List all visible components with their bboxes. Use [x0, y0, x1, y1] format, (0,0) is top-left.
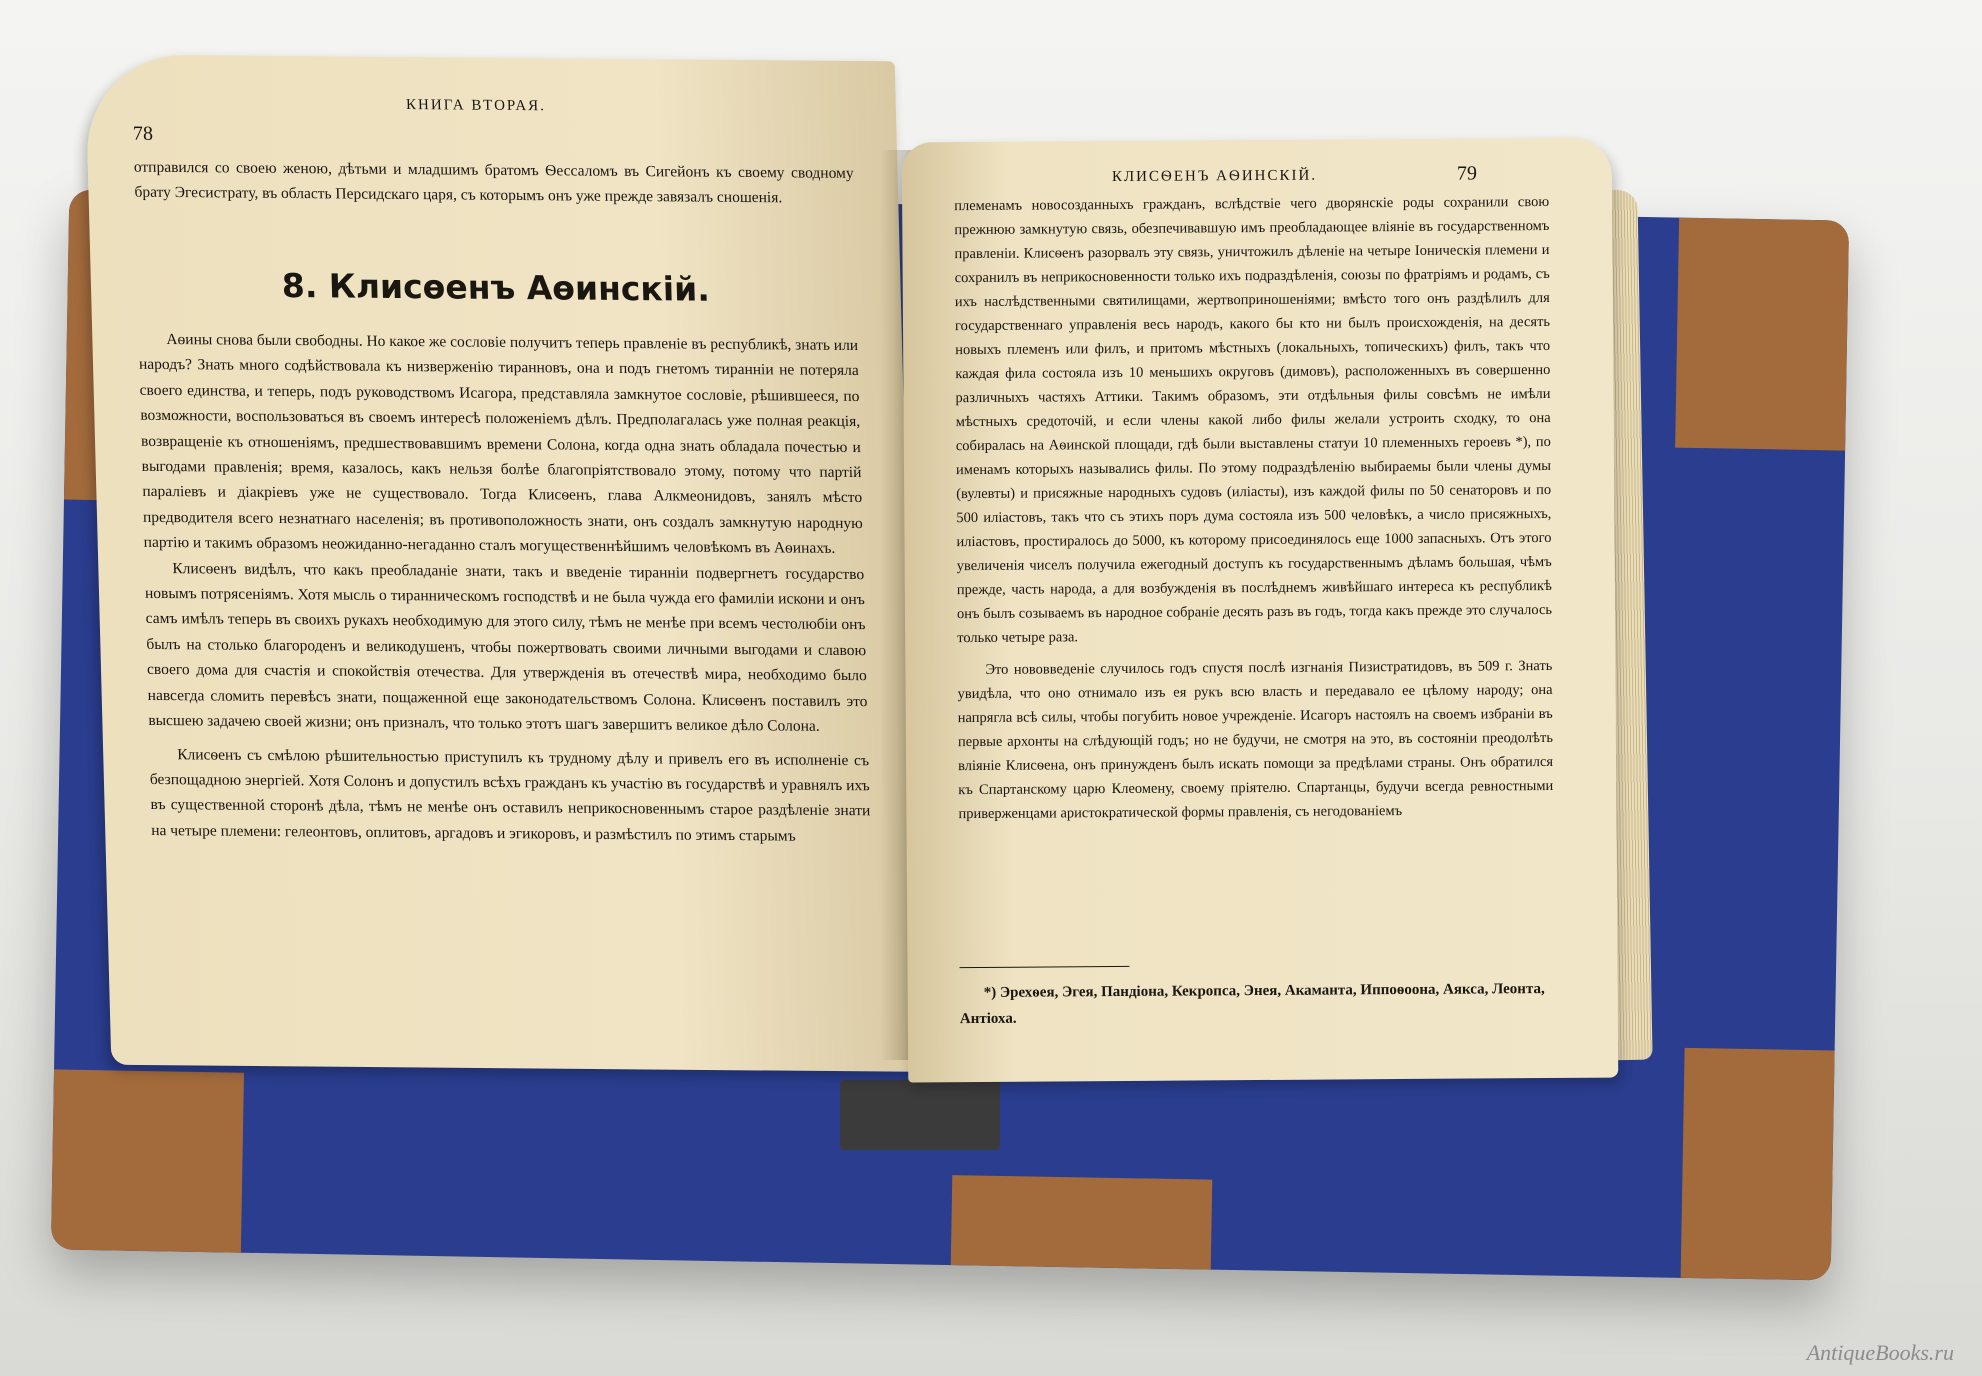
chapter-title: 8. Клисѳенъ Аѳинскій. [281, 265, 711, 309]
leather-corner [1675, 218, 1849, 451]
right-page [902, 138, 1619, 1083]
paragraph: Аѳины снова были свободны. Но какое же сословіе получитъ теперь правленіе въ республикѣ, знать или народъ? Знать много содѣйствовала къ низверженію тиранновъ, она и подъ гнетомъ тиранніи не потеряла своего единства, и теперь, подъ руководствомъ Исагора, представляла замкнутое сословіе, рѣшившееся, по возможности, воспользоваться въ своемъ интересѣ положеніемъ дѣлъ. Предполагалась уже полная реакція, возвращеніе къ отношеніямъ, предшествовавшимъ времени Солона, когда одна знать обладала почестью и выгодами правленія; время, казалось, какъ нельзя болѣе благопріятствовало этому, потому что партій паралiевъ и діакріевъ уже не существовало. Тогда Клисѳенъ, глава Алкмеонидовъ, занялъ мѣсто предводителя всего незнатнаго населенія; въ противоположность знати, онъ создалъ замкнутую народную партію и такимъ образомъ неожиданно-негаданно сталъ могущественнѣйшимъ человѣкомъ въ Аѳинахъ. [138, 330, 863, 558]
watermark: AntiqueBooks.ru [1806, 1340, 1954, 1365]
paragraph: Клисѳенъ съ смѣлою рѣшительностью приступилъ къ трудному дѣлу и привелъ его въ исполненіе съ безпощадною энергіей. Хотя Солонъ и допустилъ всѣхъ гражданъ къ участію въ государствѣ и уравнялъ ихъ въ существенной сторонѣ дѣла, тѣмъ не менѣе онъ оставилъ неприкосновеннымъ старое раздѣленіе знати на четыре племени: гелеонтовъ, оплитовъ, аргадовъ и эгикоровъ, и размѣстилъ по этимъ старымъ [149, 745, 871, 845]
running-head: КЛИСѲЕНЪ АѲИНСКІЙ. [1111, 167, 1318, 186]
page-number: 79 [1456, 162, 1478, 185]
page-number: 78 [132, 122, 154, 145]
footnote-rule [959, 966, 1129, 968]
book-spine [840, 1080, 1000, 1150]
leather-spine-band [951, 1175, 1213, 1270]
left-page [85, 54, 921, 1072]
leather-corner [1681, 1048, 1835, 1281]
paragraph: отправился со своею женою, дѣтьми и младшимъ братомъ Ѳессаломъ въ Сигейонъ къ своему сводному брату Эгесистрату, въ область Персидскаго царя, съ которымъ онъ уже прежде завязалъ сношенія. [133, 158, 854, 207]
paragraph: Клисѳенъ видѣлъ, что какъ преобладаніе знати, такъ и введеніе тиранніи подвергнетъ государство новымъ потрясеніямъ. Хотя мысль о тиранническомъ господствѣ и не была чужда его фамиліи искони и онъ самъ имѣлъ теперь въ своихъ рукахъ необходимую для этого силу, тѣмъ не менѣе при всемъ честолюбіи онъ былъ на столько благороденъ и великодушенъ, чтобы пожертвовать своими личными выгодами и славою своего дома для счастія и спокойствія отечества. Для утвержденія въ отечествѣ мира, необходимо было навсегда сломить перевѣсъ знати, пощаженной еще законодательствомъ Солона. Клисѳенъ поставилъ это высшею задачею своей жизни; онъ призналъ, что только этотъ шагъ завершитъ великое дѣло Солона. [144, 559, 868, 735]
running-head: КНИГА ВТОРАЯ. [405, 96, 547, 115]
top-paragraph [134, 155, 855, 212]
paragraph: Это нововведеніе случилось годъ спустя послѣ изгнанія Пизистратидовъ, въ 509 г. Знать увидѣла, что оно отнимало изъ ея рукъ всю власть и передавало ее цѣлому народу; она напрягла всѣ силы, чтобы погубить новое учрежденіе. Исагоръ настоялъ на своемъ избраніи въ первые архонты на слѣдующій годъ; но не будучи, не смотря на это, въ состояніи преодолѣть вліяніе Клисѳена, онъ принужденъ былъ искать помощи за предѣлами страны. Онъ обратился къ Спартанскому царю Клеомену, своему пріятелю. Спартанцы, будучи всегда ревностными приверженцами аристократической формы правленія, съ негодованіемъ [957, 657, 1554, 823]
leather-corner [51, 1069, 244, 1252]
right-text [954, 190, 1553, 826]
footnote: *) Эрехѳея, Эгея, Пандіона, Кекропса, Энея, Акаманта, Иппоѳоона, Аякса, Леонта, Антіоха. [959, 981, 1545, 1028]
paragraph: племенамъ новосозданныхъ гражданъ, вслѣдствіе чего дворянскіе роды сохранили свою прежнюю замкнутую связь, обезпечивавшую имъ преобладающее вліяніе въ государственномъ правленіи. Клисѳенъ разорвалъ эту связь, уничтожилъ дѣленіе на четыре Іоническія племени и сохранилъ въ неприкосновенности только ихъ подраздѣленія, союзы по фратріямъ и родамъ, съ ихъ наслѣдственными святилищами, жертвоприношеніями; вмѣсто того онъ раздѣлилъ для государственнаго управленія весь народъ, какого бы кто ни былъ происхожденія, на десять новыхъ племенъ или филъ, и притомъ мѣстныхъ (локальныхъ, топическихъ) филъ, такъ что каждая фила состояла изъ 10 меньшихъ округовъ (димовъ), расположенныхъ въ совершенно различныхъ частяхъ Аттики. Такимъ образомъ, эти отдѣльныя филы совсѣмъ не имѣли мѣстныхъ средоточій, и если члены какой либо филы желали устроить сходку, то она собиралась на Аѳинской площади, гдѣ были выставлены статуи 10 племенныхъ героевъ *), по именамъ которыхъ назывались филы. По этому подраздѣленію выбираемы были члены думы (вулевты) и присяжные народныхъ судовъ (иліасты), изъ каждой филы по 50 сенаторовъ и по 500 иліастовъ, такъ что съ этихъ поръ дума состояла изъ 500 человѣкъ, а число присяжныхъ, иліастовъ, простиралось до 5000, къ которому присоединялось еще 1000 запасныхъ. Отъ этого увеличенія чиселъ получила ежегодный доступъ къ государственнымъ дѣламъ большая, чѣмъ прежде, часть народа, а для возбужденія въ послѣднемъ живѣйшаго интереса къ республикѣ онъ былъ созываемъ въ народное собраніе десять разъ въ годъ, тогда какъ прежде это случалось только четыре раза. [954, 193, 1553, 647]
chapter-text [138, 327, 871, 850]
